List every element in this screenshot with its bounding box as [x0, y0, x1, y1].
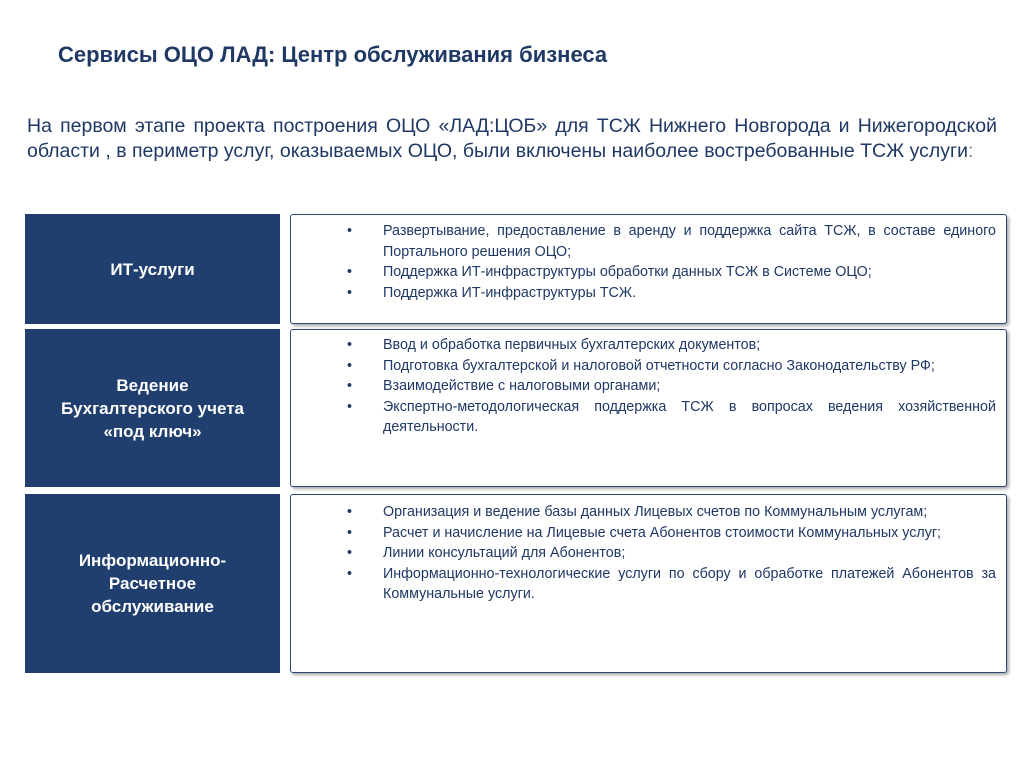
service-item-text: Подготовка бухгалтерской и налоговой отчетности согласно Законодательству РФ;	[383, 357, 935, 374]
service-label-accounting	[25, 329, 280, 487]
service-item-text: Поддержка ИТ-инфраструктуры ТСЖ.	[383, 284, 637, 301]
bullet-icon: •	[347, 398, 353, 415]
service-item	[347, 376, 996, 397]
bullet-icon: •	[347, 504, 353, 520]
service-details-it	[290, 214, 1007, 324]
service-item-text: Поддержка ИТ-инфраструктуры обработки данных ТСЖ в Системе ОЦО;	[383, 264, 872, 280]
bullet-icon: •	[347, 524, 353, 541]
service-label-line: Ведение	[116, 375, 189, 395]
service-label-settlement	[25, 494, 280, 673]
service-item	[347, 523, 996, 544]
bullet-icon: •	[347, 284, 353, 301]
service-item	[347, 397, 996, 438]
intro-paragraph	[27, 114, 997, 164]
service-item	[347, 564, 996, 605]
service-item-text: Экспертно-методологическая поддержка ТСЖ в вопросах ведения хозяйственной деятельности.	[383, 398, 996, 435]
service-item	[347, 502, 996, 523]
page-title: Сервисы ОЦО ЛАД: Центр обслуживания бизнеса	[58, 42, 608, 67]
service-label-line: обслуживание	[91, 597, 214, 616]
service-item-text: Линии консультаций для Абонентов;	[383, 545, 626, 561]
service-item-text: Информационно-технологические услуги по сбору и обработке платежей Абонентов за Коммунальные услуги.	[383, 565, 996, 602]
service-item-text: Организация и ведение базы данных Лицевых счетов по Коммунальным услугам;	[383, 504, 928, 520]
service-label-line: Бухгалтерского учета	[60, 398, 245, 418]
bullet-icon: •	[347, 337, 353, 353]
bullet-icon: •	[347, 223, 353, 239]
bullet-icon: •	[347, 565, 353, 582]
service-item	[347, 283, 996, 304]
service-item	[347, 543, 996, 564]
service-item	[347, 335, 996, 356]
service-details-accounting	[290, 329, 1007, 487]
service-items-list	[347, 502, 996, 605]
service-label-line: ИТ-услуги	[110, 259, 195, 279]
service-label-it	[25, 214, 280, 324]
service-item-text: Взаимодействие с налоговыми органами;	[383, 378, 661, 394]
service-item-text: Развертывание, предоставление в аренду и поддержка сайта ТСЖ, в составе единого Портального решения ОЦО;	[383, 223, 996, 260]
service-label-line: Информационно-	[78, 551, 227, 570]
service-items-list	[347, 221, 996, 303]
service-label-line: «под ключ»	[103, 421, 202, 441]
service-item-text: Расчет и начисление на Лицевые счета Абонентов стоимости Коммунальных услуг;	[383, 524, 942, 541]
bullet-icon: •	[347, 545, 353, 561]
service-item-text: Ввод и обработка первичных бухгалтерских документов;	[383, 337, 761, 353]
service-details-settlement	[290, 494, 1007, 673]
service-item	[347, 356, 996, 377]
service-label-line: Расчетное	[108, 574, 197, 593]
intro-text: На первом этапе проекта построения ОЦО «ЛАД:ЦОБ» для ТСЖ Нижнего Новгорода и Нижегородской области , в периметр услуг, оказываемых ОЦО, были включены наиболее востребованные ТСЖ услуги	[27, 115, 997, 162]
service-items-list	[347, 335, 996, 438]
intro-colon: :	[967, 140, 974, 162]
bullet-icon: •	[347, 378, 353, 394]
bullet-icon: •	[347, 357, 353, 374]
service-item	[347, 262, 996, 283]
bullet-icon: •	[347, 264, 353, 280]
service-item	[347, 221, 996, 262]
